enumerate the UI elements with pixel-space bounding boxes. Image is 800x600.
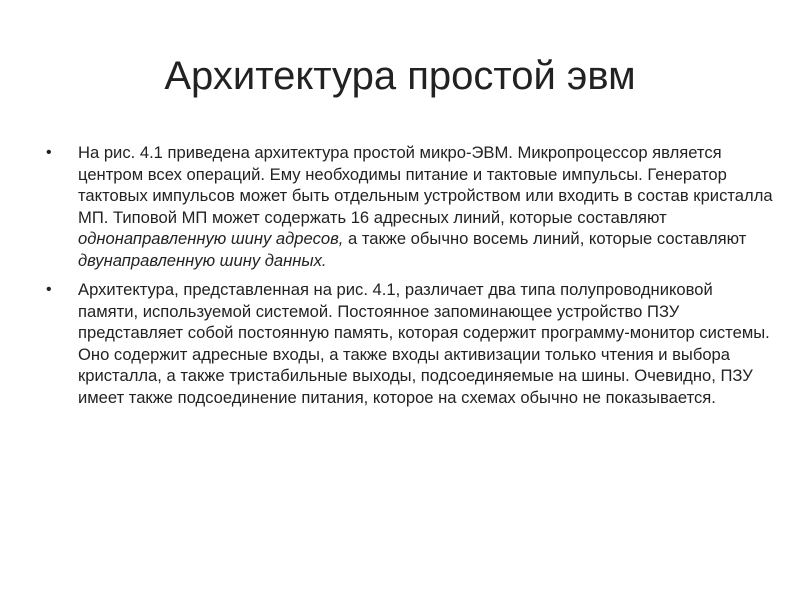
- bullet-list: [46, 142, 776, 416]
- slide-title: Архитектура простой эвм: [164, 54, 636, 98]
- bullet-text-2: Архитектура, представленная на рис. 4.1, различает два типа полупроводниковой памяти, используемой системой. Постоянное запоминающее устройство ПЗУ представляет собой постоянную память, которая содержит программу-монитор системы. Оно содержит адресные входы, а также входы активизации только чтения и выбора кристалла, а также тристабильные выходы, подсоединяемые на шины. Очевидно, ПЗУ имеет также подсоединение питания, которое на схемах обычно не показывается.: [78, 280, 770, 407]
- bullet-text-1c: а также обычно восемь линий, которые составляют: [343, 229, 747, 248]
- bullet-icon: •: [46, 281, 52, 298]
- bullet-item-1: [46, 142, 776, 271]
- bullet-text-1b-italic: однонаправленную шину адресов,: [78, 229, 344, 248]
- bullet-text-1d-italic: двунаправленную шину данных.: [78, 250, 327, 270]
- bullet-icon: •: [46, 144, 52, 161]
- bullet-text-1a: На рис. 4.1 приведена архитектура простой микро-ЭВМ. Микропроцессор является центром всех операций. Ему необходимы питание и тактовые импульсы. Генератор тактовых импульсов может быть отдельным устройством или входить в состав кристалла МП. Типовой МП может содержать 16 адресных линий, которые составляют: [78, 143, 773, 227]
- bullet-item-2: [46, 279, 776, 408]
